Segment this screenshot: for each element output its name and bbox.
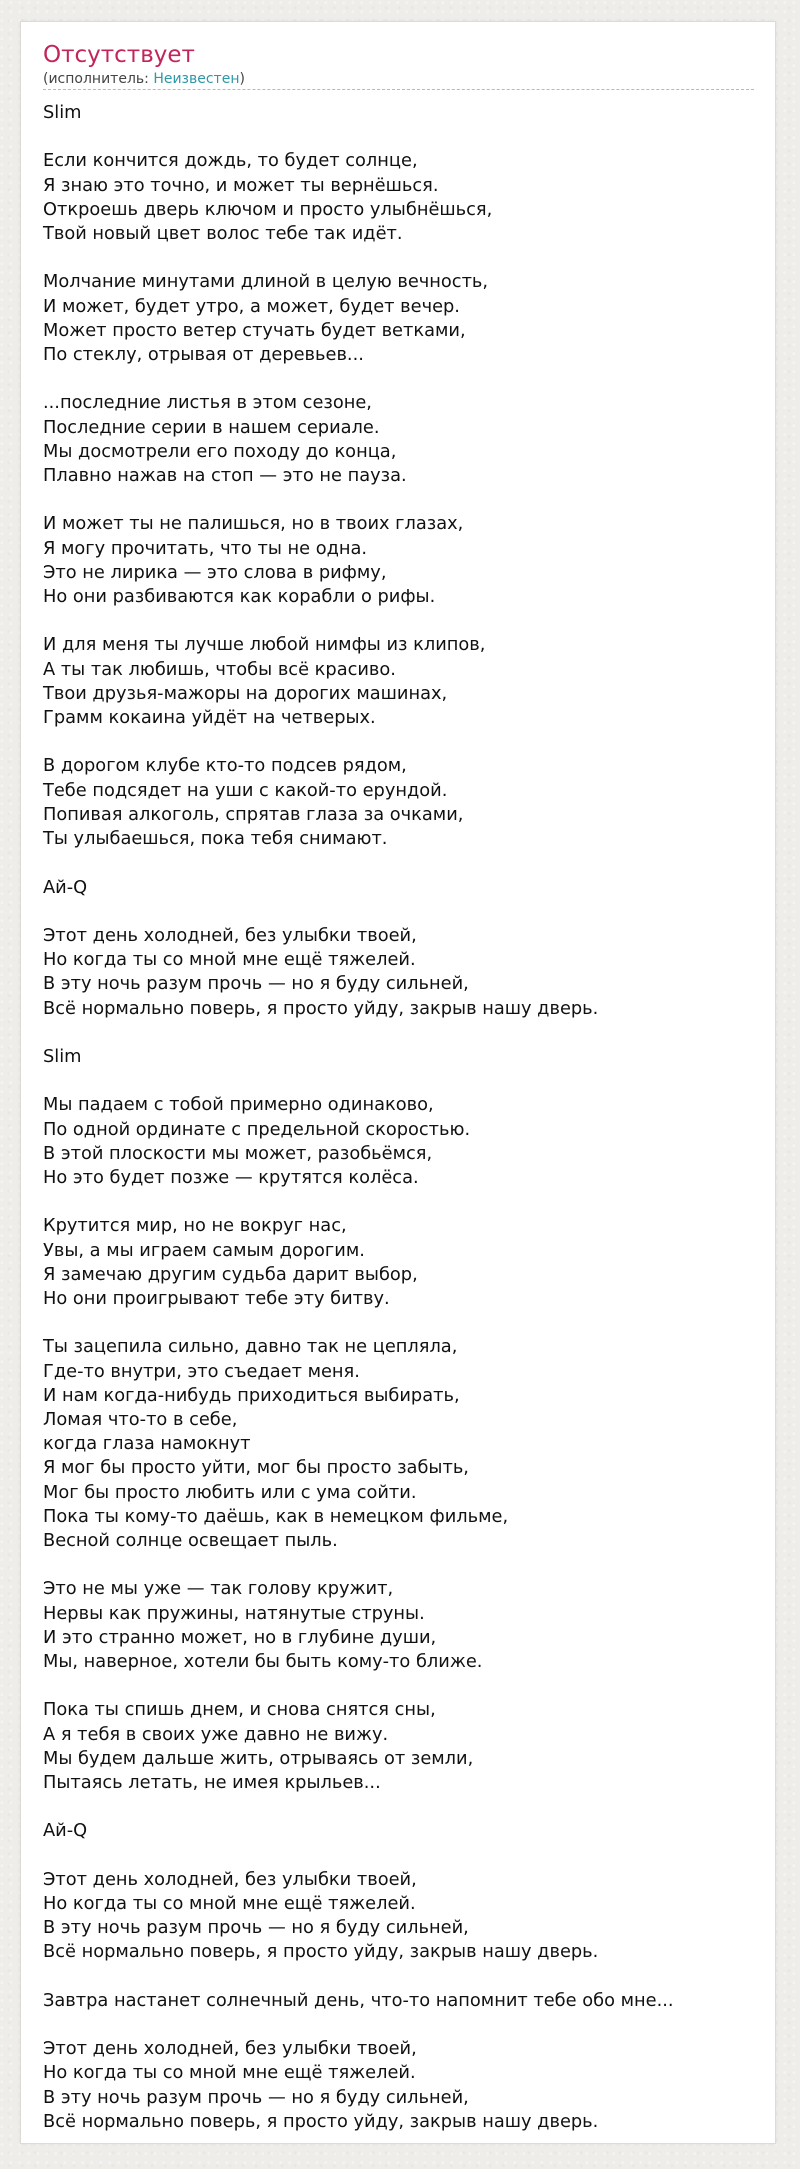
artist-link[interactable]: Неизвестен bbox=[153, 71, 240, 87]
song-title: Отсутствует bbox=[43, 42, 195, 68]
artist-prefix: (исполнитель: bbox=[43, 71, 154, 87]
lyrics-text: Slim Если кончится дождь, то будет солнце, Я знаю это точно, и может ты вернёшься. Откроешь дверь ключом и просто улыбнёшься, Твой новый цвет волос тебе так идёт. Молчание минутами длиной в целую вечность, И может, будет утро, а может, будет вечер. Может просто ветер стучать будет ветками, По стеклу, отрывая от деревьев... ...последние листья в этом сезоне, Последние серии в нашем сериале. Мы досмотрели его походу до конца, Плавно нажав на стоп — это не пауза. И может ты не палишься, но в твоих глазах, Я могу прочитать, что ты не одна. Это не лирика — это слова в рифму, Но они разбиваются как корабли о рифы. И для меня ты лучше любой нимфы из клипов, А ты так любишь, чтобы всё красиво. Твои друзья-мажоры на дорогих машинах, Грамм кокаина уйдёт на четверых. В дорогом клубе кто-то подсев рядом, Тебе подсядет на уши с какой-то ерундой. Попивая алкоголь, спрятав глаза за очками, Ты улыбаешься, пока тебя снимают. Ай-Q Этот день холодней, без улыбки твоей, Но когда ты со мной мне ещё тяжелей. В эту ночь разум прочь — но я буду сильней, Всё нормально поверь, я просто уйду, закрыв нашу дверь. Slim Мы падаем с тобой примерно одинаково, По одной ординате с предельной скоростью. В этой плоскости мы может, разобьёмся, Но это будет позже — крутятся колёса. Крутится мир, но не вокруг нас, Увы, а мы играем самым дорогим. Я замечаю другим судьба дарит выбор, Но они проигрывают тебе эту битву. Ты зацепила сильно, давно так не цепляла, Где-то внутри, это съедает меня. И нам когда-нибудь приходиться выбирать, Ломая что-то в себе, когда глаза намокнут Я мог бы просто уйти, мог бы просто забыть, Мог бы просто любить или с ума сойти. Пока ты кому-то даёшь, как в немецком фильме, Весной солнце освещает пыль. Это не мы уже — так голову кружит, Нервы как пружины, натянутые струны. И это странно может, но в глубине души, Мы, наверное, хотели бы быть кому-то ближе. Пока ты спишь днем, и снова снятся сны, А я тебя в своих уже давно не вижу. Мы будем дальше жить, отрываясь от земли, Пытаясь летать, не имея крыльев... Ай-Q Этот день холодней, без улыбки твоей, Но когда ты со мной мне ещё тяжелей. В эту ночь разум прочь — но я буду сильней, Всё нормально поверь, я просто уйду, закрыв нашу дверь. Завтра настанет солнечный день, что-то напомнит тебе обо мне... Этот день холодней, без улыбки твоей, Но когда ты со мной мне ещё тяжелей. В эту ночь разум прочь — но я буду сильней, Всё нормально поверь, я просто уйду, закрыв нашу дверь. bbox=[43, 102, 674, 2132]
lyrics-card bbox=[20, 21, 776, 2144]
artist-suffix: ) bbox=[239, 71, 245, 87]
artist-line bbox=[43, 70, 754, 88]
song-header bbox=[43, 40, 754, 90]
